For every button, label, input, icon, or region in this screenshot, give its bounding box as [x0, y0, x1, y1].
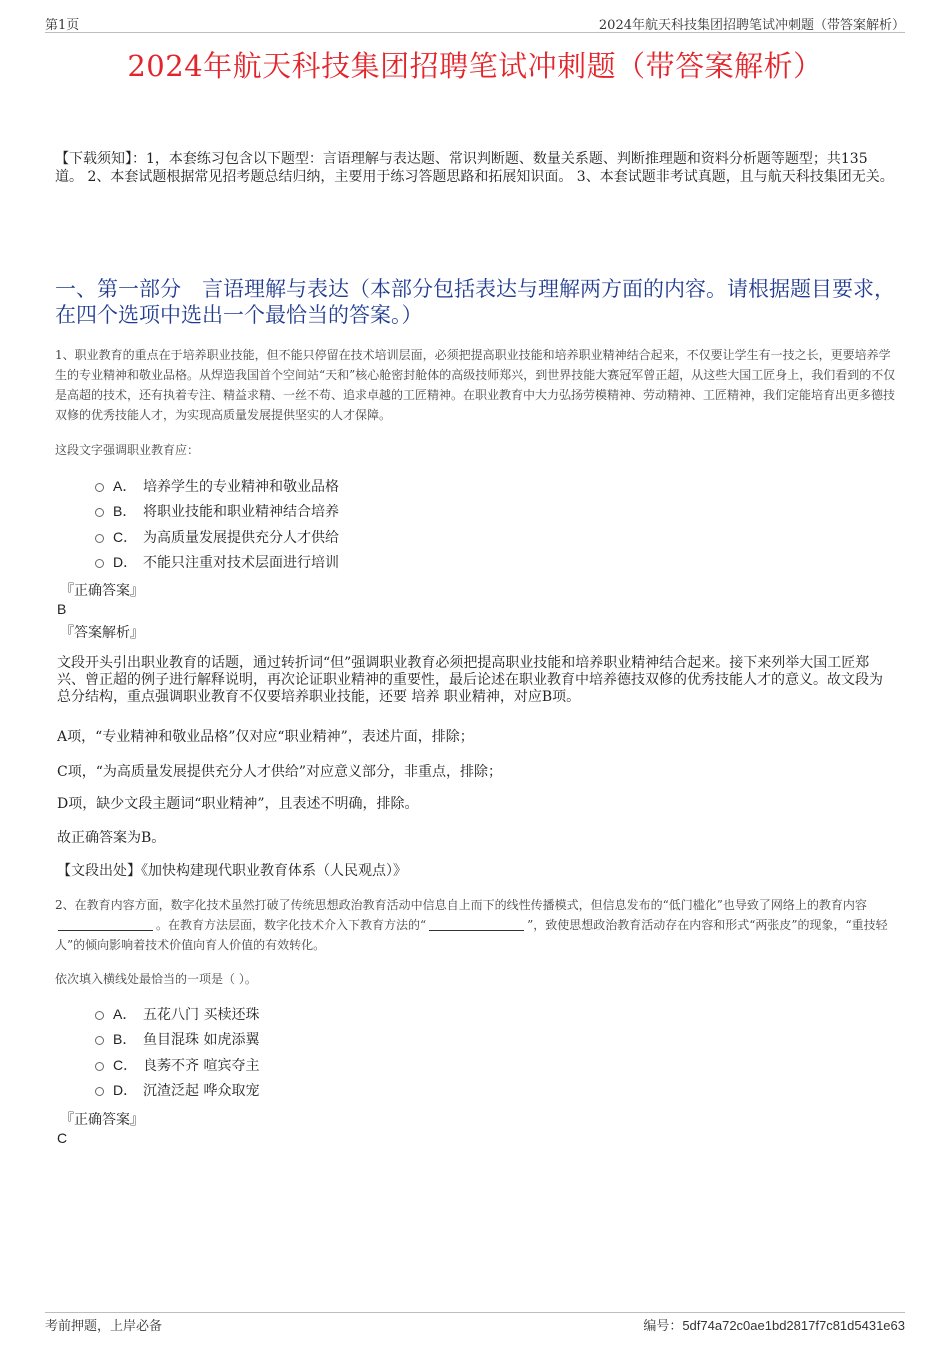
option-a[interactable]: A． 培养学生的专业精神和敬业品格: [95, 473, 339, 499]
question-2-stem: 2、在教育内容方面，数字化技术虽然打破了传统思想政治教育活动中信息自上而下的线性传播模式，但信息发布的“低门槛化”也导致了网络上的教育内容。在教育方法层面，数字化技术介入下教育方法的“ ”，致使思想政治教育活动存在内容和形式“两张皮”的现象，“重技轻人”的倾向影响着技术价值向育人价值的有效转化。: [55, 898, 888, 952]
passage-source: 【文段出处】《加快构建现代职业教育体系（人民观点）》: [57, 863, 407, 879]
document-code: 编号：5df74a72c0ae1bd2817f7c81d5431e63: [643, 1318, 905, 1334]
radio-icon[interactable]: [95, 1062, 104, 1071]
option-b[interactable]: B． 将职业技能和职业精神结合培养: [95, 499, 339, 525]
correct-answer-value: C: [57, 1130, 68, 1146]
radio-icon[interactable]: [95, 483, 104, 492]
option-a[interactable]: A． 五花八门 买椟还珠: [95, 1001, 259, 1027]
analysis-note-a: A项，“专业精神和敬业品格”仅对应“职业精神”，表述片面，排除；: [57, 729, 474, 745]
question-1-options: [95, 473, 339, 575]
radio-icon[interactable]: [95, 1011, 104, 1020]
option-d[interactable]: D． 沉渣泛起 哗众取宠: [95, 1078, 259, 1104]
analysis-note-d: D项，缺少文段主题词“职业精神”，且表述不明确，排除。: [57, 796, 419, 812]
analysis-label: 『答案解析』: [60, 625, 144, 641]
section-heading: 一、第一部分 言语理解与表达（本部分包括表达与理解两方面的内容。请根据题目要求，在四个选项中选出一个最恰当的答案。）: [55, 277, 895, 327]
fill-blank-1: [58, 918, 153, 931]
option-d[interactable]: D． 不能只注重对技术层面进行培训: [95, 550, 339, 576]
document-title: 2024年航天科技集团招聘笔试冲刺题（带答案解析）: [127, 49, 823, 83]
page-footer: [45, 1312, 905, 1333]
footer-slogan: 考前押题，上岸必备: [45, 1319, 163, 1334]
download-notice: 【下载须知】：1，本套练习包含以下题型：言语理解与表达题、常识判断题、数量关系题、判断推理题和资料分析题等题型；共135道。 2、本套试题根据常见招考题总结归纳，主要用于练习答题思路和拓展知识面。 3、本套试题非考试真题，且与航天科技集团无关。: [55, 151, 894, 185]
header-doc-title: 2024年航天科技集团招聘笔试冲刺题（带答案解析）: [598, 18, 905, 33]
question-2-options: [95, 1001, 259, 1103]
option-b[interactable]: B． 鱼目混珠 如虎添翼: [95, 1027, 259, 1053]
question-1-prompt: 这段文字强调职业教育应：: [55, 443, 200, 457]
correct-answer-value: B: [57, 601, 67, 617]
fill-blank-2: [429, 918, 524, 931]
correct-answer-label: 『正确答案』: [60, 1112, 144, 1128]
option-c[interactable]: C． 良莠不齐 喧宾夺主: [95, 1052, 259, 1078]
option-c[interactable]: C． 为高质量发展提供充分人才供给: [95, 524, 339, 550]
analysis-note-c: C项，“为高质量发展提供充分人才供给”对应意义部分，非重点，排除；: [57, 764, 503, 780]
correct-answer-label: 『正确答案』: [60, 583, 144, 599]
radio-icon[interactable]: [95, 1036, 104, 1045]
radio-icon[interactable]: [95, 508, 104, 517]
analysis-text: 文段开头引出职业教育的话题，通过转折词“但”强调职业教育必须把提高职业技能和培养职业精神结合起来。接下来列举大国工匠郑兴、曾正超的例子进行解释说明，再次论证职业精神的重要性，最后论述在职业教育中培养德技双修的优秀技能人才的意义。故文段为总分结构，重点强调职业教育不仅要培养职业技能，还要 培养 职业精神，对应B项。: [57, 655, 883, 705]
question-1-stem: 1、职业教育的重点在于培养职业技能，但不能只停留在技术培训层面，必须把提高职业技能和培养职业精神结合起来，不仅要让学生有一技之长，更要培养学生的专业精神和敬业品格。从焊造我国首个空间站“天和”核心舱密封舱体的高级技师郑兴，到世界技能大赛冠军曾正超，从这些大国工匠身上，我们看到的不仅是高超的技术，还有执着专注、精益求精、一丝不苟、追求卓越的工匠精神。在职业教育中大力弘扬劳模精神、劳动精神、工匠精神，我们定能培育出更多德技双修的优秀技能人才，为实现高质量发展提供坚实的人才保障。: [55, 348, 896, 422]
page-header: [45, 14, 905, 33]
page-number: 第1页: [45, 18, 80, 33]
radio-icon[interactable]: [95, 1087, 104, 1096]
radio-icon[interactable]: [95, 534, 104, 543]
analysis-conclusion: 故正确答案为B。: [57, 830, 166, 846]
question-2-prompt: 依次填入横线处最恰当的一项是（ ）。: [55, 972, 257, 986]
radio-icon[interactable]: [95, 559, 104, 568]
